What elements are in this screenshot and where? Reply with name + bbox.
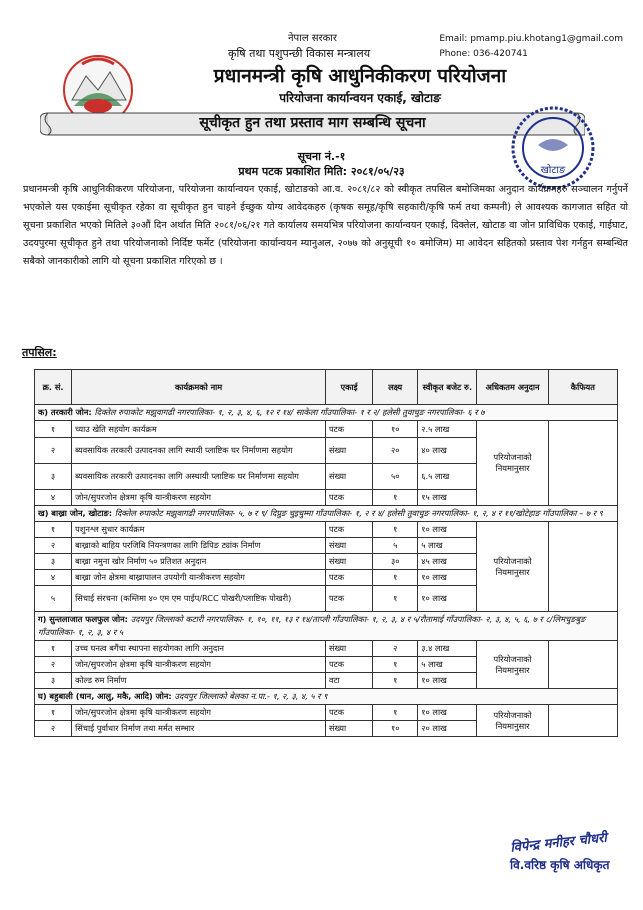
zone-label: क) तरकारी जोन:: [38, 407, 92, 417]
cell-target: १: [373, 586, 418, 612]
cell-budget: १० लाख: [418, 570, 477, 586]
table-body: [35, 405, 618, 737]
cell-max-subsidy: परियोजनाको नियमानुसार: [477, 705, 548, 737]
cell-max-subsidy: परियोजनाको नियमानुसार: [477, 421, 548, 506]
cell-budget: १० लाख: [418, 673, 477, 689]
cell-unit: संख्या: [325, 641, 372, 657]
cell-unit: पटक: [325, 421, 372, 438]
project-title: प्रधानमन्त्री कृषि आधुनिकीकरण परियोजना: [213, 65, 507, 87]
signature-title: वि.वरिष्ठ कृषि अधिकृत: [510, 858, 610, 872]
cell-target: १: [373, 673, 418, 689]
cell-program-name: जोन/सुपरजोन क्षेत्रमा कृषि यान्त्रीकरण सहयोग: [72, 490, 326, 506]
cell-sn: ४: [35, 490, 72, 506]
header-max-subsidy: अधिकतम अनुदान: [477, 370, 548, 405]
zone-header-cell: [35, 689, 618, 705]
ministry-label: कृषि तथा पशुपन्छी विकास मन्त्रालय: [228, 47, 371, 60]
zone-description: उदयपुर जिल्लाको कटारी नगरपालिका- १, १०, ११, १३ र १४/ताप्ली गाँउपालिका- १, २, ३, ४ र ५/रौतामाई गाँउपालिका- २, ३, ४, ५, ६, ७ र ८/लिमचुङबुङ गाँउपालिका- १, २, ३, ४ र ५: [38, 614, 586, 637]
notice-number: सूचना नं.-१: [297, 150, 346, 163]
cell-budget: १० लाख: [418, 586, 477, 612]
cell-sn: २: [35, 538, 72, 554]
cell-target: १: [373, 657, 418, 673]
cell-budget: २.५ लाख: [418, 421, 477, 438]
cell-program-name: बाख्रा जोन क्षेत्रमा बाख्रापालन उपयोगी यान्त्रीकरण सहयोग: [72, 570, 326, 586]
cell-unit: पटक: [325, 586, 372, 612]
cell-target: ३०: [373, 554, 418, 570]
cell-program-name: कोल्ड रुम निर्माण: [72, 673, 326, 689]
cell-budget: ६.५ लाख: [418, 464, 477, 490]
notice-heading: सूचीकृत हुन तथा प्रस्ताव माग सम्बन्धि सूचना: [199, 115, 426, 131]
table-row: [35, 421, 618, 438]
cell-sn: १: [35, 705, 72, 721]
cell-budget: १० लाख: [418, 522, 477, 538]
cell-program-name: ब्यवसायिक तरकारी उत्पादनका लागि अस्थायी प्लाष्टिक घर निर्माणमा सहयोग: [72, 464, 326, 490]
cell-max-subsidy: परियोजनाको नियमानुसार: [477, 522, 548, 612]
zone-label: ख) बाख्रा जोन, खोटाङ:: [38, 508, 113, 518]
office-stamp-icon: [508, 103, 598, 193]
zone-description: उदयपुर जिल्लाको बेलका न.पा.- १, २, ३, ४, ५ र ९: [174, 691, 328, 701]
signature-name: विपेन्द्र मनीहर चौधरी: [509, 830, 608, 856]
email-text: Email: pmamp.piu.khotang1@gmail.com: [439, 34, 623, 44]
header-budget: स्वीकृत बजेट रु.: [418, 370, 477, 405]
cell-target: १: [373, 522, 418, 538]
header-target: लक्ष्य: [373, 370, 418, 405]
contact-info: [439, 32, 623, 62]
cell-sn: ३: [35, 464, 72, 490]
cell-unit: पटक: [325, 522, 372, 538]
phone-text: Phone: 036-420741: [439, 49, 528, 59]
signature-block: [510, 832, 620, 873]
cell-target: २: [373, 641, 418, 657]
cell-budget: ५ लाख: [418, 538, 477, 554]
cell-sn: १: [35, 641, 72, 657]
cell-remarks: [548, 705, 617, 737]
zone-header-row: [35, 506, 618, 522]
cell-unit: पटक: [325, 657, 372, 673]
cell-sn: २: [35, 438, 72, 464]
cell-target: २०: [373, 438, 418, 464]
table-row: [35, 641, 618, 657]
zone-description: दिक्तेल रुपाकोट मझुवागढी नगरपालिका- ५, ७ र ९/ दिप्रुङ चुइचुम्मा गाँउपालिका- १, २ र ४/ हलेसी तुवाचुङ नगरपालिका- १, २, ४ र ११/खोटेहाङ गाँउपालिका – ७ र ९: [114, 508, 603, 518]
cell-budget: ४० लाख: [418, 438, 477, 464]
program-table: [34, 369, 618, 737]
cell-sn: ४: [35, 570, 72, 586]
zone-label: घ) बहुबाली (धान, आलु, मकै, आदि) जोन:: [38, 691, 172, 701]
cell-remarks: [548, 641, 617, 689]
cell-remarks: [548, 522, 617, 612]
zone-header-row: [35, 405, 618, 421]
details-label: तपसिल:: [22, 346, 57, 359]
cell-program-name: पशुनश्ल सुधार कार्यक्रम: [72, 522, 326, 538]
zone-header-row: [35, 612, 618, 641]
cell-sn: १: [35, 421, 72, 438]
cell-target: १: [373, 570, 418, 586]
cell-unit: संख्या: [325, 554, 372, 570]
cell-sn: ३: [35, 673, 72, 689]
zone-label: ग) सुन्तलाजात फलफुल जोन:: [38, 614, 128, 624]
table-header-row: [35, 370, 618, 405]
table-row: [35, 522, 618, 538]
cell-program-name: सिचाई संरचना (कम्तिमा ४० एम एम पाईप/RCC पोखरी/प्लाष्टिक पोखरी): [72, 586, 326, 612]
cell-unit: संख्या: [325, 721, 372, 737]
cell-max-subsidy: परियोजनाको नियमानुसार: [477, 641, 548, 689]
cell-unit: पटक: [325, 570, 372, 586]
cell-program-name: उच्च घनत्व बगैंचा स्थापना सहयोगका लागि अनुदान: [72, 641, 326, 657]
cell-program-name: बाख्रा नमुना खोर निर्माण ५० प्रतिशत अनुदान: [72, 554, 326, 570]
cell-target: १०: [373, 721, 418, 737]
cell-unit: संख्या: [325, 464, 372, 490]
table-row: [35, 705, 618, 721]
cell-program-name: च्याउ खेति सहयोग कार्यक्रम: [72, 421, 326, 438]
cell-budget: २० लाख: [418, 721, 477, 737]
cell-unit: पटक: [325, 490, 372, 506]
government-label: नेपाल सरकार: [288, 33, 337, 44]
cell-target: १०: [373, 421, 418, 438]
project-subtitle: परियोजना कार्यान्वयन एकाई, खोटाङ: [279, 91, 441, 105]
published-date: प्रथम पटक प्रकाशित मिति: २०८१/०५/२३: [238, 165, 405, 178]
zone-header-row: [35, 689, 618, 705]
cell-unit: संख्या: [325, 538, 372, 554]
header-remarks: कैफियत: [548, 370, 617, 405]
cell-budget: ४५ लाख: [418, 554, 477, 570]
cell-unit: पटक: [325, 705, 372, 721]
cell-budget: ३.४ लाख: [418, 641, 477, 657]
cell-budget: ५ लाख: [418, 657, 477, 673]
cell-target: ५०: [373, 464, 418, 490]
cell-unit: संख्या: [325, 438, 372, 464]
stamp-text: खोटाङ: [540, 165, 566, 176]
zone-header-cell: [35, 405, 618, 421]
cell-sn: ३: [35, 554, 72, 570]
zone-description: दिक्तेल रुपाकोट मझुवागढी नगरपालिका- १, २, ३, ४, ६, १२ र १४/ साकेला गाँउपालिका- १ र २/ हलेसी तुवाचुङ नगरपालिका- ६ र ७: [94, 407, 485, 417]
cell-sn: ५: [35, 586, 72, 612]
cell-unit: वटा: [325, 673, 372, 689]
cell-program-name: बाख्राको बाहिय परजिबि नियन्त्रणका लागि डिपिङ ट्यांक निर्माण: [72, 538, 326, 554]
cell-program-name: ब्यवसायिक तरकारी उत्पादनका लागि स्थायी प्लाष्टिक घर निर्माणमा सहयोग: [72, 438, 326, 464]
cell-sn: २: [35, 721, 72, 737]
header-unit: एकाई: [325, 370, 372, 405]
cell-target: १: [373, 490, 418, 506]
cell-target: ५: [373, 538, 418, 554]
cell-budget: १० लाख: [418, 705, 477, 721]
zone-header-cell: [35, 506, 618, 522]
cell-target: १: [373, 705, 418, 721]
zone-header-cell: [35, 612, 618, 641]
notice-body: प्रधानमन्त्री कृषि आधुनिकीकरण परियोजना, परियोजना कार्यान्वयन एकाई, खोटाङको आ.व. २०८१/८२ को स्वीकृत तपसिल बमोजिमका अनुदान कार्यक्रमहरु सञ्चालन गर्नुपर्ने भएकोले यस एकाईमा सूचीकृत रहेका वा सूचीकृत हुन चाहने ईच्छुक योग्य आवेदकहरु (कृषक समूह/कृषि सहकारी/कृषि फर्म तथा कम्पनी) ले आवश्यक कागजात सहित यो सूचना प्रकाशित भएको मितिले ३०औं दिन अर्थात मिति २०८१/०६/२१ गते कार्यालय समयभित्र परियोजना कार्यान्वयन एकाई, दिक्तेल, खोटाङ वा जोन प्राविधिक एकाई, गाईघाट, उदयपुरमा सूचीकृत हुने तथा परियोजनाको निर्दिष्ट फर्मेट (परियोजना कार्यान्वयन म्यानुअल, २०७७ को अनुसूची १० बमोजिम) मा आवेदन सहितको प्रस्ताव पेश गर्नहुन सम्बन्धित सबैको जानकारीको लागि यो सूचना प्रकाशित गरिएको छ ।: [23, 184, 628, 267]
cell-remarks: [548, 421, 617, 506]
cell-program-name: सिंचाई पुर्वाधार निर्माण तथा मर्मत सम्भार: [72, 721, 326, 737]
cell-sn: १: [35, 522, 72, 538]
cell-program-name: जोन/सुपरजोन क्षेत्रमा कृषि यान्त्रीकरण सहयोग: [72, 705, 326, 721]
cell-budget: १५ लाख: [418, 490, 477, 506]
header-program: कार्यक्रमको नाम: [72, 370, 326, 405]
cell-program-name: जोन/सुपरजोन क्षेत्रमा कृषि यान्त्रीकरण सहयोग: [72, 657, 326, 673]
header-sn: क्र. सं.: [35, 370, 72, 405]
cell-sn: २: [35, 657, 72, 673]
